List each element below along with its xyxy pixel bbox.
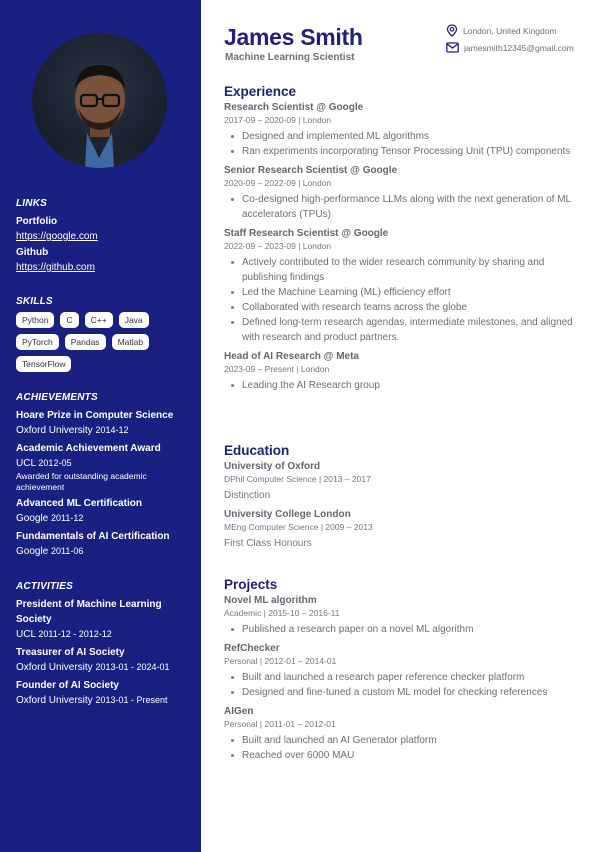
activity-title: President of Machine Learning Society (16, 599, 162, 625)
degree-meta: DPhil Computer Science | 2013 – 2017 (224, 474, 371, 484)
projects-heading: Projects (224, 577, 278, 592)
achievement-title: Academic Achievement Award (16, 443, 161, 454)
mail-icon (446, 42, 459, 53)
skill-chip: Matlab (112, 334, 150, 350)
experience-entry (224, 101, 584, 159)
projects-section (224, 577, 584, 768)
bullet-item: Designed and implemented ML algorithms (224, 129, 584, 144)
degree-grade: First Class Honours (224, 538, 312, 549)
bullet-item: Reached over 6000 MAU (224, 748, 584, 763)
job-title: Staff Research Scientist @ Google (224, 228, 389, 239)
education-entry (224, 460, 584, 504)
experience-entry (224, 164, 584, 222)
project-meta: Academic | 2015-10 – 2016-11 (224, 608, 340, 618)
location-text: London, United Kingdom (463, 25, 557, 36)
achievement-org: UCL (16, 458, 36, 469)
skill-chip: Java (119, 312, 149, 328)
email[interactable] (446, 42, 574, 53)
project-entry (224, 594, 584, 637)
bullet-item: Collaborated with research teams across the globe (224, 300, 584, 315)
job-meta: 2022-09 – 2023-09 | London (224, 241, 332, 251)
bullet-item: Co-designed high-performance LLMs along with the next generation of ML accelerators (TPUs) (224, 192, 584, 222)
avatar (32, 33, 167, 168)
achievement-org: Oxford University (16, 425, 93, 436)
activity-org: Oxford University (16, 695, 93, 706)
activity-item (16, 645, 191, 675)
achievements-heading: ACHIEVEMENTS (16, 392, 98, 403)
achievement-date: 2014-12 (95, 425, 129, 435)
job-title: Head of AI Research @ Meta (224, 351, 359, 362)
bullet-item: Published a research paper on a novel ML algorithm (224, 622, 584, 637)
job-meta: 2020-09 – 2022-09 | London (224, 178, 332, 188)
sidebar (0, 0, 201, 852)
activity-org: Oxford University (16, 662, 93, 673)
education-entry (224, 508, 584, 552)
bullet-item: Defined long-term research agendas, intermediate milestones, and aligned with research and product partners. (224, 315, 584, 345)
education-heading: Education (224, 443, 290, 458)
activity-date: 2011-12 - 2012-12 (38, 629, 112, 639)
skills-section (16, 296, 191, 372)
location (446, 24, 557, 37)
skills-list (16, 312, 176, 372)
bullet-item: Built and launched an AI Generator platform (224, 733, 584, 748)
bullet-item: Built and launched a research paper reference checker platform (224, 670, 584, 685)
skill-chip: Python (16, 312, 54, 328)
bullet-item: Ran experiments incorporating Tensor Processing Unit (TPU) components (224, 144, 584, 159)
school-name: University of Oxford (224, 461, 321, 472)
activity-date: 2013-01 - Present (95, 695, 168, 705)
email-text: jamesmith12345@gmail.com (464, 42, 574, 53)
achievement-title: Hoare Prize in Computer Science (16, 410, 174, 421)
degree-grade: Distinction (224, 490, 271, 501)
achievement-date: 2011-12 (51, 513, 84, 523)
experience-section (224, 84, 584, 398)
activity-title: Founder of AI Society (16, 680, 119, 691)
education-section (224, 443, 584, 556)
activities-section (16, 581, 191, 711)
links-section (16, 198, 191, 276)
achievement-title: Fundamentals of AI Certification (16, 531, 170, 542)
achievement-date: 2012-05 (38, 458, 72, 468)
project-meta: Personal | 2012-01 – 2014-01 (224, 656, 337, 666)
skill-chip: C++ (85, 312, 113, 328)
portfolio-link[interactable]: https://google.com (16, 231, 98, 242)
skill-chip: C (60, 312, 78, 328)
school-name: University College London (224, 509, 351, 520)
job-title: Senior Research Scientist @ Google (224, 165, 398, 176)
activity-item (16, 597, 191, 642)
experience-entry (224, 350, 584, 393)
activity-item (16, 678, 191, 708)
github-link[interactable]: https://github.com (16, 262, 95, 273)
achievement-item (16, 529, 191, 559)
achievement-title: Advanced ML Certification (16, 498, 142, 509)
profile-photo-icon (32, 33, 167, 168)
skill-chip: Pandas (65, 334, 106, 350)
github-label: Github (16, 247, 49, 258)
location-pin-icon (446, 24, 458, 37)
project-title: RefChecker (224, 643, 280, 654)
candidate-name: James Smith (224, 24, 363, 50)
project-entry (224, 705, 584, 763)
bullet-item: Leading the AI Research group (224, 378, 584, 393)
achievements-section (16, 392, 191, 562)
bullet-item: Designed and fine-tuned a custom ML model for checking references (224, 685, 584, 700)
skills-heading: SKILLS (16, 296, 53, 307)
project-meta: Personal | 2011-01 – 2012-01 (224, 719, 336, 729)
project-title: Novel ML algorithm (224, 595, 317, 606)
skill-chip: PyTorch (16, 334, 59, 350)
activity-title: Treasurer of AI Society (16, 647, 125, 658)
bullet-item: Led the Machine Learning (ML) efficiency effort (224, 285, 584, 300)
activity-org: UCL (16, 629, 36, 640)
skill-chip: TensorFlow (16, 356, 71, 372)
achievement-desc: Awarded for outstanding academic achievement (16, 471, 147, 492)
activities-heading: ACTIVITIES (16, 581, 74, 592)
job-meta: 2023-09 – Present | London (224, 364, 330, 374)
candidate-role: Machine Learning Scientist (225, 52, 355, 63)
job-meta: 2017-09 – 2020-09 | London (224, 115, 332, 125)
experience-heading: Experience (224, 84, 297, 99)
degree-meta: MEng Computer Science | 2009 – 2013 (224, 522, 373, 532)
experience-entry (224, 227, 584, 345)
bullet-item: Actively contributed to the wider research community by sharing and publishing findings (224, 255, 584, 285)
portfolio-label: Portfolio (16, 216, 58, 227)
project-title: AIGen (224, 706, 254, 717)
project-entry (224, 642, 584, 700)
links-heading: LINKS (16, 198, 47, 209)
achievement-date: 2011-06 (51, 546, 84, 556)
achievement-item (16, 408, 191, 438)
achievement-item (16, 441, 191, 493)
job-title: Research Scientist @ Google (224, 102, 364, 113)
activity-date: 2013-01 - 2024-01 (95, 662, 170, 672)
achievement-org: Google (16, 513, 49, 524)
achievement-org: Google (16, 546, 49, 557)
achievement-item (16, 496, 191, 526)
